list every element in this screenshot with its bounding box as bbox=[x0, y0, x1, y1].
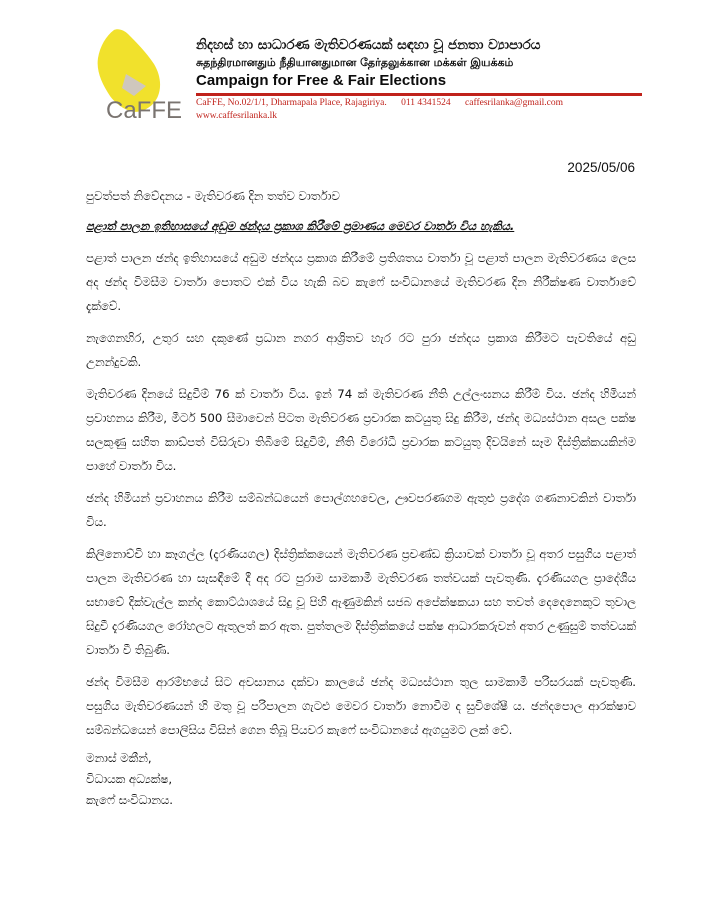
paragraph-1: පළාත් පාලන ඡන්ද ඉතිහාසයේ අඩුම ඡන්දය ප්‍රකාශ කිරීමේ ප්‍රතිශතය වාර්තා වූ පළාත් පාලන මැතිවරණය ලෙස අද ඡන්ද විමසීම වාර්තා පොතට එක් විය හැකි බව කැෆේ සංවිධානයේ මැතිවරණ දින නිරීක්ෂණ වාර්තාවේ දැක්වේ. bbox=[86, 251, 636, 313]
paragraph-5: කිලිනොච්චි හා කෑගල්ල (දැරණියගල) දිස්ත්‍රික්කයෙන් මැතිවරණ ප්‍රචණ්ඩ ක්‍රියාවක් වාර්තා වූ අතර පසුගිය පළාත් පාලන මැතිවරණ හා සැසඳීමේ දී අද රට පුරාම සාමකාමී මැතිවරණ තත්වයක් පැවතුණි. දැරණියගල ප්‍රාදේශීය සභාවේ දික්වැල්ල කන්ද කොට්ඨාශයේ සිදු වූ පිහි ඇණුමකින් සජබ අපේක්ෂකයා සහ තවත් දෙදෙනෙකුට තුවාල සිදුවී දැරණියගල රෝහලට ඇතුලත් කර ඇත. පුත්තලම දිස්ත්‍රික්කයේ පක්ෂ ආධාරකරුවන් අතර උණුසුම් තත්වයක් වාර්තා වී තිබුණි. bbox=[86, 547, 636, 657]
org-name-tamil: சுதந்திரமானதும் நீதியானதுமான தேர்தலுக்கான மக்கள் இயக்கம் bbox=[196, 56, 514, 69]
paragraph-6: ඡන්ද විමසීම ආරම්භයේ සිට අවසානය දක්වා කාලයේ ඡන්ද මධ්‍යස්ථාන තුල සාමකාමී පරිසරයක් පැවතුණි. පසුගිය මැතිවරණයන් හි මතු වූ පරිපාලන ගැටළු මෙවර වාර්තා නොවීම ද සුවිශේෂී ය. ඡන්දපොල ආරක්ෂාව සම්බන්ධයෙන් පොලිසිය විසින් ගෙන තිබූ පියවර කැෆේ සංවිධානයේ ඇගයුමට ලක් වේ. bbox=[86, 675, 636, 737]
document-date: 2025/05/06 bbox=[567, 160, 635, 175]
signatory-name: මනාස් මකීන්, bbox=[86, 751, 152, 765]
address: CaFFE, No.02/1/1, Dharmapala Place, Rajagiriya. bbox=[196, 98, 387, 108]
org-name-english: Campaign for Free & Fair Elections bbox=[196, 72, 447, 89]
signatory-title: විධායක අධ්‍යක්ෂ, bbox=[86, 772, 173, 786]
letterhead-divider bbox=[196, 93, 642, 96]
phone: 011 4341524 bbox=[401, 98, 451, 108]
signatory-organization: කැෆේ සංවිධානය. bbox=[86, 793, 174, 807]
logo-text: CaFFE bbox=[106, 97, 183, 124]
email: caffesrilanka@gmail.com bbox=[465, 98, 564, 108]
headline: පළාත් පාලන ඉතිහාසයේ අඩුම ඡන්දය ප්‍රකාශ කිරීමේ ප්‍රමාණය මෙවර වාර්තා විය හැකිය. bbox=[86, 219, 515, 233]
paragraph-3: මැතිවරණ දිනයේ සිදුවීම් 76 ක් වාර්තා විය. ඉන් 74 ක් මැතිවරණ නීති උල්ලංඝනය කිරීම් විය. ඡන්ද හිමියන් ප්‍රවාහනය කිරීම, මීටර් 500 සීමාවෙන් පිටත මැතිවරණ ප්‍රචාරක කටයුතු සිදු කිරීම, ඡන්ද මධ්‍යස්ථාන අසල පක්ෂ සලකුණු සහිත කාඩ්පත් විසිරුවා තිබීමේ සිදුවීම්, නීති විරෝධී ප්‍රචාරක කටයුතු දිවයිනේ සෑම දිස්ත්‍රික්කයකින්ම පාහේ වාර්තා විය. bbox=[86, 387, 636, 473]
letterhead bbox=[84, 26, 644, 126]
caffe-logo-sri-lanka-map-icon bbox=[84, 26, 194, 126]
org-name-sinhala: නිදහස් හා සාධාරණ මැතිවරණයක් සඳහා වූ ජනතා ව්‍යාපාරය bbox=[196, 37, 541, 53]
press-release-body bbox=[86, 184, 636, 750]
contact-details bbox=[196, 97, 646, 123]
document-type: පුවත්පත් නිවේදනය - මැතිවරණ දින තත්ව වාර්තාව bbox=[86, 189, 340, 203]
signature-block bbox=[86, 748, 173, 811]
paragraph-4: ඡන්ද හිමියන් ප්‍රවාහනය කිරීම සම්බන්ධයෙන් පොල්ගහවෙල, ඌවපරණගම ඇතුළු ප්‍රදේශ ගණනාවකින් වාර්තා විය. bbox=[86, 491, 636, 529]
paragraph-2: නැගෙනහිර, උතුර සහ දකුණේ ප්‍රධාන නගර ආශ්‍රිතව හැර රට පුරා ඡන්දය ප්‍රකාශ කිරීමට පැවතියේ අඩු උනන්දුවකි. bbox=[86, 331, 636, 369]
website: www.caffesrilanka.lk bbox=[196, 111, 277, 121]
